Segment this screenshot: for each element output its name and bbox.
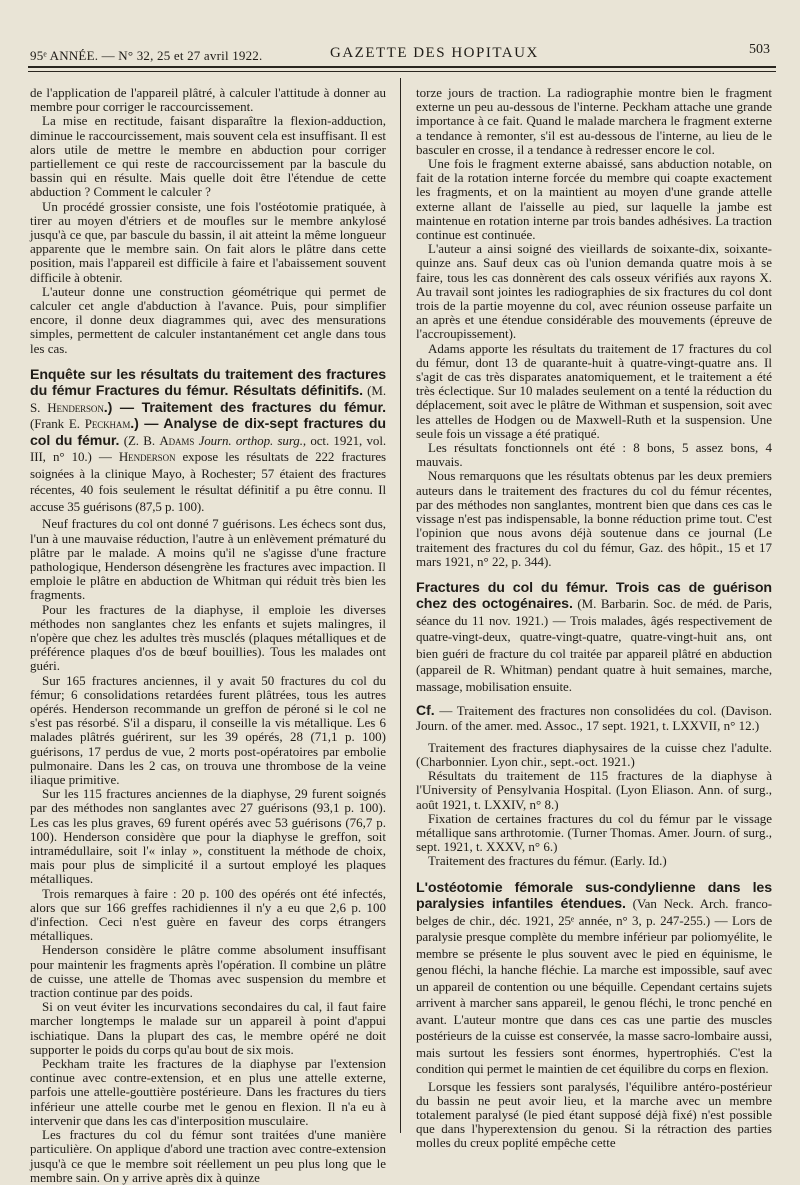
paragraph: Peckham traite les fractures de la diaphyse par l'extension continue avec contre-extension, et en plus une attelle externe, parfois une attelle-gouttière postérieure. Dans les fractures du tiers inférieur une attelle courbe met le genou en flexion. Il n'a eu à intervenir que dans les cas d'interposition musculaire. [30, 1056, 386, 1128]
paragraph: torze jours de traction. La radiographie montre bien le fragment externe un peu au-dessous de l'interne. Peckham attache une grande importance à ce fait. Quand le malade marchera le fragment externe a tendance à remonter, s'il est au-dessous de l'interne, au lieu de le basculer en crosse, il a tendance à redresser encore le col. [416, 85, 772, 157]
paragraph: Sur les 115 fractures anciennes de la diaphyse, 29 furent soignés par des méthodes non sanglantes avec 27 guérisons (93,1 p. 100). Les cas les plus graves, 69 furent opérés avec 53 guérisons (76,7 p. 100). Henderson considère que pour la diaphyse le greffon, soit intramédullaire, soit l'« inlay », constituent la méthode de choix, mais pour plus de simplicité il a surtout employé les plaques métalliques. [30, 786, 386, 887]
right-column [416, 85, 773, 1151]
issue-line: 95ᵉ ANNÉE. — N° 32, 25 et 27 avril 1922. [30, 48, 263, 63]
section-heading: Fractures du col du fémur. Trois cas de guérison chez des octogénaires. (M. Barbarin. Soc. de méd. de Paris, séance du 11 nov. 1921.) — Trois malades, âgés respectivement de quatre-vingt-deux, quatre-vingt-quatre, quatre-vingt-huit ans, ont bien guéri de fracture du col traitée par appareil plâtré en abduction (appareil de R. Whitman) pendant quatre à huit semaines, marche, massage, mobilisation ensuite. [416, 579, 773, 694]
reference-item: Résultats du traitement de 115 fractures de la diaphyse à l'University of Pensylvania Hospital. (Lyon Eliason. Ann. of surg., août 1921, t. LXXIV, n° 8.) [416, 768, 772, 812]
cf-label: Cf. [416, 702, 435, 719]
heading-title: L'ostéotomie fémorale sus-condylienne dans les paralysies infantiles étendues. [416, 879, 772, 913]
page-number: 503 [749, 42, 770, 57]
reference-item: Traitement des fractures du fémur. (Early. Id.) [428, 853, 667, 869]
paragraph: Henderson considère le plâtre comme absolument insuffisant pour maintenir les fragments après l'opération. Il combine un plâtre de cuisse, une attelle de Thomas avec suspension du membre et traction continue par des poids. [30, 942, 386, 1001]
column-divider [400, 78, 401, 1133]
header-rule-thick [28, 66, 776, 68]
paragraph: de l'application de l'appareil plâtré, à calculer l'attitude à donner au membre pour corriger le raccourcissement. [30, 85, 386, 115]
paragraph: Trois remarques à faire : 20 p. 100 des opérés ont été infectés, alors que sur 166 greffes rachidiennes il n'y a eu que 2,6 p. 100 d'infection. Ceci n'est guère en faveur des corps étrangers métalliques. [30, 885, 386, 944]
paragraph: Les résultats fonctionnels ont été : 8 bons, 5 assez bons, 4 mauvais. [416, 440, 772, 470]
paragraph: Les fractures du col du fémur sont traitées d'une manière particulière. On applique d'abord une traction avec contre-extension jusqu'à ce que le membre soit réellement un peu plus long que le membre sain. On y arrive après dix à quinze [30, 1127, 386, 1185]
heading-title: Fractures du col du fémur. Trois cas de guérison chez des octogénaires. [416, 579, 772, 613]
paragraph: Nous remarquons que les résultats obtenus par les deux premiers auteurs dans le traitement des fractures du col du fémur récentes, par des méthodes non sanglantes, montrent bien que dans ces cas le vissage n'est pas indispensable, la bonne réduction prime tout. C'est l'opinion que nous avons déjà soutenue dans ce journal (Le traitement des fractures du col du fémur, Gaz. des hôpit., 15 et 17 mars 1921, n° 22, p. 344). [416, 468, 772, 569]
paragraph: Adams apporte les résultats du traitement de 17 fractures du col du fémur, dont 13 de quarante-huit à quatre-vingt-quatre ans. Il s'agit de cas très disparates anatomiquement, et le traitement a été très éclectique. Sur 10 malades seulement on a tenté la réduction du déplacement, soit avec le plâtre de Withman et suspension, soit avec les attelles de Hodgen ou de Maxwell-Ruth et la suspension. Une seule fois un vissage a été pratiqué. [416, 340, 772, 441]
page-header [30, 42, 774, 64]
left-column [30, 85, 386, 1185]
section-heading: Enquête sur les résultats du traitement des fractures du fémur Fractures du fémur. Résultats définitifs. (M. S. Henderson.) — Traitement des fractures du fémur. (Frank E. Peckham.) — Analyse de dix-sept fractures du col du fémur. (Z. B. Adams Journ. orthop. surg., oct. 1921, vol. III, n° 10.) — Henderson expose les résultats de 222 fractures soignées à la clinique Mayo, à Rochester; 57 étaient des fractures récentes, 40 fois seulement le résultat définitif a pu être connu. Il accuse 35 guérisons (87,5 p. 100). [30, 366, 386, 514]
heading-title: Enquête sur les résultats du traitement des fractures du fémur Fractures du fémur. Résultats définitifs. [30, 366, 386, 400]
section-heading: L'ostéotomie fémorale sus-condylienne dans les paralysies infantiles étendues. (Van Neck. Arch. franco-belges de chir., déc. 1921, 25ᵉ année, n° 3, p. 247-255.) — Lors de paralysie presque complète du membre inférieur par poliomyélite, le membre se présente le plus souvent avec le pied en équinisme, le genou fléchi, la hanche fléchie. La marche est impossible, sauf avec un appareil de contention ou une béquille. Cependant certains sujets arrivent à marcher sans appareil, le genou fléchi, le tronc penché en avant. L'auteur montre que dans ces cas une partie des muscles postérieurs de la cuisse est conservée, la masse sacro-lombaire aussi, mais surtout les fessiers sont énormes, hypertrophiés. C'est la condition qui permet le maintien de cet équilibre du corps en flexion. [416, 879, 772, 1077]
header-rule-thin [28, 71, 776, 72]
paragraph: Un procédé grossier consiste, une fois l'ostéotomie pratiquée, à tirer au moyen d'étriers et de moufles sur le membre ankylosé jusqu'à ce que, par bascule du bassin, il ait atteint la même longueur apparente que le membre sain. On fait alors le plâtre dans cette position, mais l'appareil est difficile à faire et l'abaissement souvent difficile à obtenir. [30, 198, 386, 285]
paragraph: Si on veut éviter les incurvations secondaires du cal, il faut faire marcher longtemps le malade sur un appareil à point d'appui ischiatique. Dans la plupart des cas, le membre opéré ne doit supporter le poids du corps qu'au bout de six mois. [30, 999, 386, 1057]
paragraph: Une fois le fragment externe abaissé, sans abduction notable, on fait de la rotation interne forcée du membre qui coapte exactement les fragments, et on la maintient au moyen d'une grande attelle externe allant de l'aisselle au pied, sur laquelle la jambe est maintenue en rotation interne par trois bandes adhésives. La traction continue est continuée. [416, 156, 772, 243]
paragraph: Lorsque les fessiers sont paralysés, l'équilibre antéro-postérieur du bassin ne peut avoir lieu, et la marche avec un membre totalement paralysé (le pied étant supposé déjà fixé) n'est possible que dans l'hyperextension du genou. Si la rétraction des parties molles du creux poplité empêche cette [416, 1078, 772, 1151]
paragraph: Sur 165 fractures anciennes, il y avait 50 fractures du col du fémur; 6 consolidations retardées furent plâtrées, tous les autres opérés. Henderson recommande un greffon de péroné si le col ne s'est pas résorbé. S'il a disparu, il conseille la vis métallique. Les 6 malades plâtrés guérirent, sur les 39 opérés, 28 (71,1 p. 100) guérisons, 17 perdus de vue, 2 morts post-opératoires par embolie pulmonaire. Dans les 2 cas, on trouva une thrombose de la veine iliaque primitive. [30, 672, 386, 788]
paragraph: La mise en rectitude, faisant disparaître la flexion-adduction, diminue le raccourcissement, mais souvent cela est insuffisant. Il est alors utile de mettre le membre en abduction pour corriger partiellement ce qui reste de raccourcissement par la bascule du bassin qui en résulte. Mais quelle doit être l'étendue de cette abduction ? Comment le calculer ? [30, 113, 386, 200]
journal-title: GAZETTE DES HOPITAUX [330, 45, 539, 61]
reference-item: Fixation de certaines fractures du col du fémur par le vissage métallique sans arthrotomie. (Turner Thomas. Amer. Journ. of surg., sept. 1921, t. XXXV, n° 6.) [416, 810, 772, 855]
paragraph: L'auteur a ainsi soigné des vieillards de soixante-dix, soixante-quinze ans. Sauf deux cas où l'union demanda quatre mois à se faire, tous les cas donnèrent des cals osseux vérifiés aux rayons X. Au travail sont jointes les radiographies de six fractures du col dont trois de la partie moyenne du col, avec réunion osseuse parfaite un an après et une étendue considérable des mouvements (épreuve de l'accroupissement). [416, 241, 772, 342]
reference-item: Traitement des fractures diaphysaires de la cuisse chez l'adulte. (Charbonnier. Lyon chir., sept.-oct. 1921.) [416, 739, 772, 770]
paragraph: L'auteur donne une construction géométrique qui permet de calculer cet angle d'abduction à l'avance. Puis, pour simplifier encore, il donne deux diagrammes qui, avec des mensurations simples, permettent de calculer instantanément cet angle dans tous les cas. [30, 283, 386, 356]
paragraph: Neuf fractures du col ont donné 7 guérisons. Les échecs sont dus, l'un à une mauvaise réduction, l'autre à un enlèvement prématuré du plâtre par le malade. A moins qu'il ne s'agisse d'une fracture pathologique, Henderson désengrène les fractures avec impaction. Il emploie le plâtre en abduction de Whitman qui réduit très bien les fragments. [30, 516, 386, 603]
cf-entry: Cf. — Traitement des fractures non consolidées du col. (Davison. Journ. of the amer. med. Assoc., 17 sept. 1921, t. LXXVII, n° 12.) [416, 702, 772, 733]
paragraph: Pour les fractures de la diaphyse, il emploie les diverses méthodes non sanglantes chez les enfants et sujets malingres, il n'opère que chez les adultes très musclés (plaques métalliques et de préférence plaques d'os de bœuf bouillies). Tous les malades ont guéri. [30, 601, 386, 674]
